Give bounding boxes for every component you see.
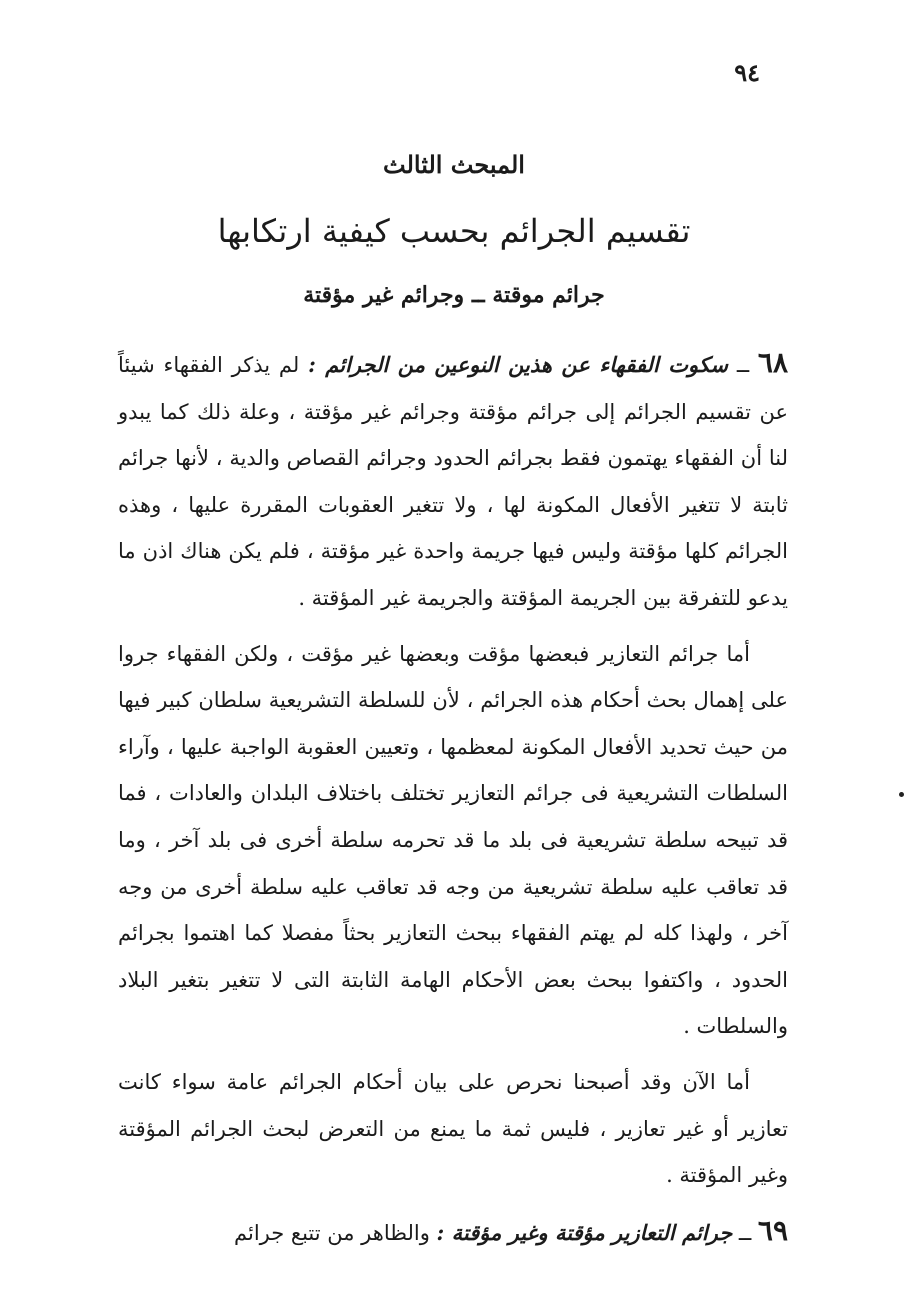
item-heading: جرائم التعازير مؤقتة وغير مؤقتة : bbox=[436, 1219, 733, 1245]
paragraph-text: أما جرائم التعازير فبعضها مؤقت وبعضها غير مؤقت ، ولكن الفقهاء جروا على إهمال بحث أحكام هذه الجرائم ، لأن للسلطة التشريعية سلطان كبير فيها من حيث تحديد الأفعال المكونة لمعظمها ، وتعيين العقوبة الواجبة عليها ، وآراء السلطات التشريعية فى جرائم التعازير تختلف باختلاف البلدان والعادات ، فما قد تبيحه سلطة تشريعية فى بلد ما قد تحرمه سلطة أخرى فى بلد آخر ، وما قد تعاقب عليه سلطة تشريعية من وجه قد تعاقب عليه سلطة أخرى من وجه آخر ، ولهذا كله لم يهتم الفقهاء ببحث التعازير بحثاً مفصلا كما اهتموا بجرائم الحدود ، واكتفوا ببحث بعض الأحكام الهامة الثابتة التى لا تتغير بتغير البلاد والسلطات . bbox=[118, 641, 789, 1039]
item-heading: سكوت الفقهاء عن هذين النوعين من الجرائم : bbox=[308, 352, 729, 377]
paragraph-text: لم يذكر الفقهاء شيئاً عن تقسيم الجرائم إلى جرائم مؤقتة وجرائم غير مؤقتة ، وعلة ذلك كما يبدو لنا أن الفقهاء يهتمون فقط بجرائم الحدود وجرائم القصاص والدية ، لأنها جرائم ثابتة لا تتغير الأفعال المكونة لها ، ولا تتغير العقوبات المقررة عليها ، وهذه الجرائم كلها مؤقتة وليس فيها جريمة واحدة غير مؤقتة ، فلم يكن هناك اذن ما يدعو للتفرقة بين الجريمة المؤقتة والجريمة غير المؤقتة . bbox=[118, 353, 788, 610]
section-title: تقسيم الجرائم بحسب كيفية ارتكابها bbox=[217, 212, 691, 250]
body-text bbox=[118, 340, 788, 1265]
ink-dot bbox=[899, 792, 904, 797]
paragraph-68 bbox=[118, 340, 788, 622]
section-subtitle: جرائم موقتة ــ وجرائم غير مؤقتة bbox=[303, 282, 605, 308]
item-dash: ــ bbox=[732, 1220, 752, 1245]
item-dash: ــ bbox=[728, 353, 750, 377]
paragraph-text-block bbox=[118, 631, 788, 1050]
paragraph-text: والظاهر من تتبع جرائم bbox=[234, 1220, 430, 1245]
paragraph-69 bbox=[118, 1208, 788, 1257]
paragraph-text: أما الآن وقد أصبحنا نحرص على بيان أحكام الجرائم عامة سواء كانت تعازير أو غير تعازير ، فليس ثمة ما يمنع من التعرض لبحث الجرائم المؤقتة وغير المؤقتة . bbox=[118, 1069, 788, 1188]
paragraph-text-block bbox=[118, 1059, 788, 1199]
item-number: ٦٩ bbox=[757, 1213, 788, 1247]
section-heading: المبحث الثالث bbox=[383, 150, 525, 179]
page-number: ٩٤ bbox=[734, 58, 760, 87]
item-number: ٦٨ bbox=[757, 346, 788, 379]
